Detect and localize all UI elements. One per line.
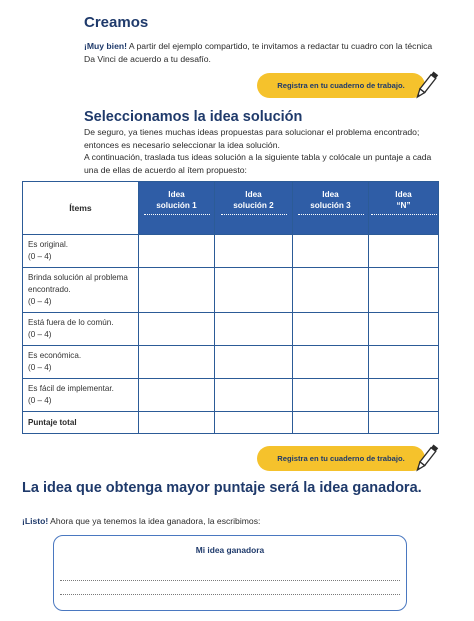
score-cell[interactable] (139, 313, 215, 346)
creamos-paragraph (84, 40, 444, 66)
register-badge (257, 446, 425, 471)
table-header-idea-2: Idea solución 2 (215, 182, 293, 235)
criterion-economica: Es económica. (0 – 4) (23, 346, 139, 379)
score-cell[interactable] (139, 346, 215, 379)
score-cell[interactable] (369, 268, 439, 313)
winning-idea-title: Mi idea ganadora (195, 545, 265, 555)
criterion-original: Es original. (0 – 4) (23, 235, 139, 268)
score-cell[interactable] (139, 235, 215, 268)
register-badge-label: Registra en tu cuaderno de trabajo. (277, 81, 405, 90)
score-cell[interactable] (369, 313, 439, 346)
total-cell[interactable] (215, 412, 293, 434)
creamos-text: A partir del ejemplo compartido, te invitamos a redactar tu cuadro con la técnica Da Vinci de acuerdo a tu desafío. (84, 41, 433, 64)
total-cell[interactable] (293, 412, 369, 434)
total-label: Puntaje total (23, 412, 139, 434)
seleccionamos-paragraph (84, 126, 444, 176)
total-cell[interactable] (139, 412, 215, 434)
conclusion-paragraph (22, 516, 260, 526)
score-cell[interactable] (293, 268, 369, 313)
conclusion-title: La idea que obtenga mayor puntaje será la idea ganadora. (22, 480, 422, 496)
winning-idea-box[interactable] (53, 535, 407, 611)
score-cell[interactable] (369, 235, 439, 268)
score-cell[interactable] (293, 235, 369, 268)
score-cell[interactable] (139, 268, 215, 313)
score-cell[interactable] (293, 313, 369, 346)
score-cell[interactable] (369, 379, 439, 412)
pencil-icon (412, 70, 440, 102)
table-row (23, 379, 439, 412)
score-cell[interactable] (293, 379, 369, 412)
score-cell[interactable] (369, 346, 439, 379)
seleccionamos-line-2: A continuación, traslada tus ideas solución a la siguiente tabla y colócale un puntaje a cada una de ellas de acuerdo al ítem propuesto: (84, 152, 432, 175)
table-header-idea-3: Idea solución 3 (293, 182, 369, 235)
table-header-idea-1: Idea solución 1 (139, 182, 215, 235)
score-cell[interactable] (215, 346, 293, 379)
criterion-brinda-solucion: Brinda solución al problema encontrado. (0 – 4) (23, 268, 139, 313)
criterion-fuera-de-lo-comun: Está fuera de lo común. (0 – 4) (23, 313, 139, 346)
table-row (23, 268, 439, 313)
score-cell[interactable] (293, 346, 369, 379)
writing-line (60, 580, 400, 581)
section-title-seleccionamos: Seleccionamos la idea solución (84, 109, 303, 125)
seleccionamos-line-1: De seguro, ya tienes muchas ideas propuestas para solucionar el problema encontrado; entonces es necesario seleccionar la idea solución. (84, 127, 420, 150)
pencil-icon (412, 443, 440, 475)
table-header-idea-n: Idea “N” (369, 182, 439, 235)
score-cell[interactable] (215, 379, 293, 412)
table-row (23, 235, 439, 268)
table-row (23, 346, 439, 379)
conclusion-text: Ahora que ya tenemos la idea ganadora, la escribimos: (48, 516, 261, 526)
score-cell[interactable] (215, 313, 293, 346)
total-cell[interactable] (369, 412, 439, 434)
table-total-row (23, 412, 439, 434)
section-title-creamos: Creamos (84, 14, 149, 31)
criterion-facil-de-implementar: Es fácil de implementar. (0 – 4) (23, 379, 139, 412)
register-badge (257, 73, 425, 98)
register-badge-label: Registra en tu cuaderno de trabajo. (277, 454, 405, 463)
score-cell[interactable] (139, 379, 215, 412)
table-row (23, 313, 439, 346)
score-cell[interactable] (215, 268, 293, 313)
writing-line (60, 594, 400, 595)
ideas-table (22, 181, 439, 434)
conclusion-lead: ¡Listo! (22, 516, 49, 526)
creamos-lead: ¡Muy bien! (84, 41, 127, 51)
table-corner-items: Ítems (23, 182, 139, 235)
score-cell[interactable] (215, 235, 293, 268)
table-header-row (23, 182, 439, 235)
